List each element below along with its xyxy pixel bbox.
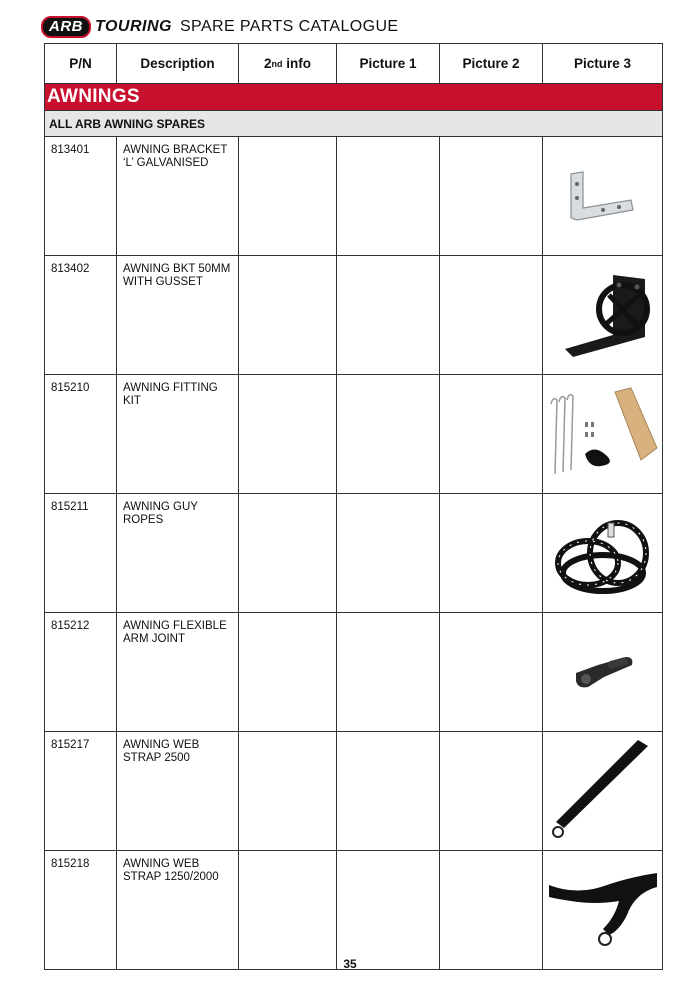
- picture-1-cell: [337, 137, 440, 255]
- header-picture-2: Picture 2: [440, 44, 543, 83]
- second-info-cell: [239, 375, 337, 493]
- web-strap-loop-icon: [545, 865, 660, 955]
- table-row: [45, 494, 662, 613]
- picture-2-cell: [440, 851, 543, 969]
- picture-1-cell: [337, 375, 440, 493]
- second-info-cell: [239, 732, 337, 850]
- part-number: 815212: [45, 613, 117, 731]
- second-info-cell: [239, 137, 337, 255]
- guy-ropes-icon: [548, 503, 658, 603]
- header-picture-1: Picture 1: [337, 44, 440, 83]
- section-heading: AWNINGS: [45, 84, 662, 111]
- l-bracket-icon: [563, 166, 643, 226]
- picture-2-cell: [440, 494, 543, 612]
- picture-3-cell: [543, 732, 662, 850]
- part-description: AWNING FITTING KIT: [117, 375, 239, 493]
- header-picture-3: Picture 3: [573, 56, 632, 71]
- part-number: 815210: [45, 375, 117, 493]
- picture-2-cell: [440, 375, 543, 493]
- part-description: AWNING WEB STRAP 2500: [117, 732, 239, 850]
- second-info-cell: [239, 851, 337, 969]
- catalogue-title: SPARE PARTS CATALOGUE: [179, 18, 399, 35]
- table-header-row: [45, 44, 662, 84]
- picture-1-cell: [337, 494, 440, 612]
- table-row: [45, 375, 662, 494]
- part-description: AWNING FLEXIBLE ARM JOINT: [117, 613, 239, 731]
- web-strap-icon: [548, 736, 658, 846]
- parts-table: [44, 43, 663, 970]
- picture-3-cell: [543, 851, 662, 969]
- table-row: [45, 613, 662, 732]
- table-row: [45, 732, 662, 851]
- header-pn: P/N: [45, 44, 117, 83]
- table-row: [45, 256, 662, 375]
- picture-2-cell: [440, 732, 543, 850]
- header-description: Description: [117, 44, 239, 83]
- picture-2-cell: [440, 256, 543, 374]
- picture-1-cell: [337, 613, 440, 731]
- picture-1-cell: [337, 732, 440, 850]
- arm-joint-icon: [568, 647, 638, 697]
- touring-logo: TOURING: [95, 18, 172, 35]
- page-number: 35: [343, 957, 357, 971]
- part-number: 815217: [45, 732, 117, 850]
- page-header: [41, 15, 399, 39]
- picture-1-cell: [337, 851, 440, 969]
- picture-1-cell: [337, 256, 440, 374]
- header-2nd-info-sup: nd: [271, 58, 283, 69]
- picture-3-cell: [543, 375, 662, 493]
- part-description: AWNING WEB STRAP 1250/2000: [117, 851, 239, 969]
- picture-3-cell: [543, 613, 662, 731]
- subsection-heading: ALL ARB AWNING SPARES: [45, 111, 662, 137]
- part-description: AWNING BKT 50MM WITH GUSSET: [117, 256, 239, 374]
- part-number: 815218: [45, 851, 117, 969]
- fitting-kit-icon: [545, 384, 660, 484]
- picture-2-cell: [440, 613, 543, 731]
- picture-3-cell: [543, 137, 662, 255]
- table-row: [45, 851, 662, 969]
- part-number: 815211: [45, 494, 117, 612]
- part-number: 813402: [45, 256, 117, 374]
- arb-logo: ARB: [41, 16, 91, 38]
- table-row: [45, 137, 662, 256]
- part-number: 813401: [45, 137, 117, 255]
- part-description: AWNING GUY ROPES: [117, 494, 239, 612]
- header-2nd-info-text: info: [282, 56, 311, 71]
- part-description: AWNING BRACKET ‘L’ GALVANISED: [117, 137, 239, 255]
- second-info-cell: [239, 494, 337, 612]
- gusset-bracket-icon: [553, 265, 653, 365]
- header-2nd-info-num: 2: [263, 56, 272, 71]
- picture-2-cell: [440, 137, 543, 255]
- second-info-cell: [239, 256, 337, 374]
- second-info-cell: [239, 613, 337, 731]
- picture-3-cell: [543, 494, 662, 612]
- picture-3-cell: [543, 256, 662, 374]
- header-2nd-info: [239, 44, 337, 83]
